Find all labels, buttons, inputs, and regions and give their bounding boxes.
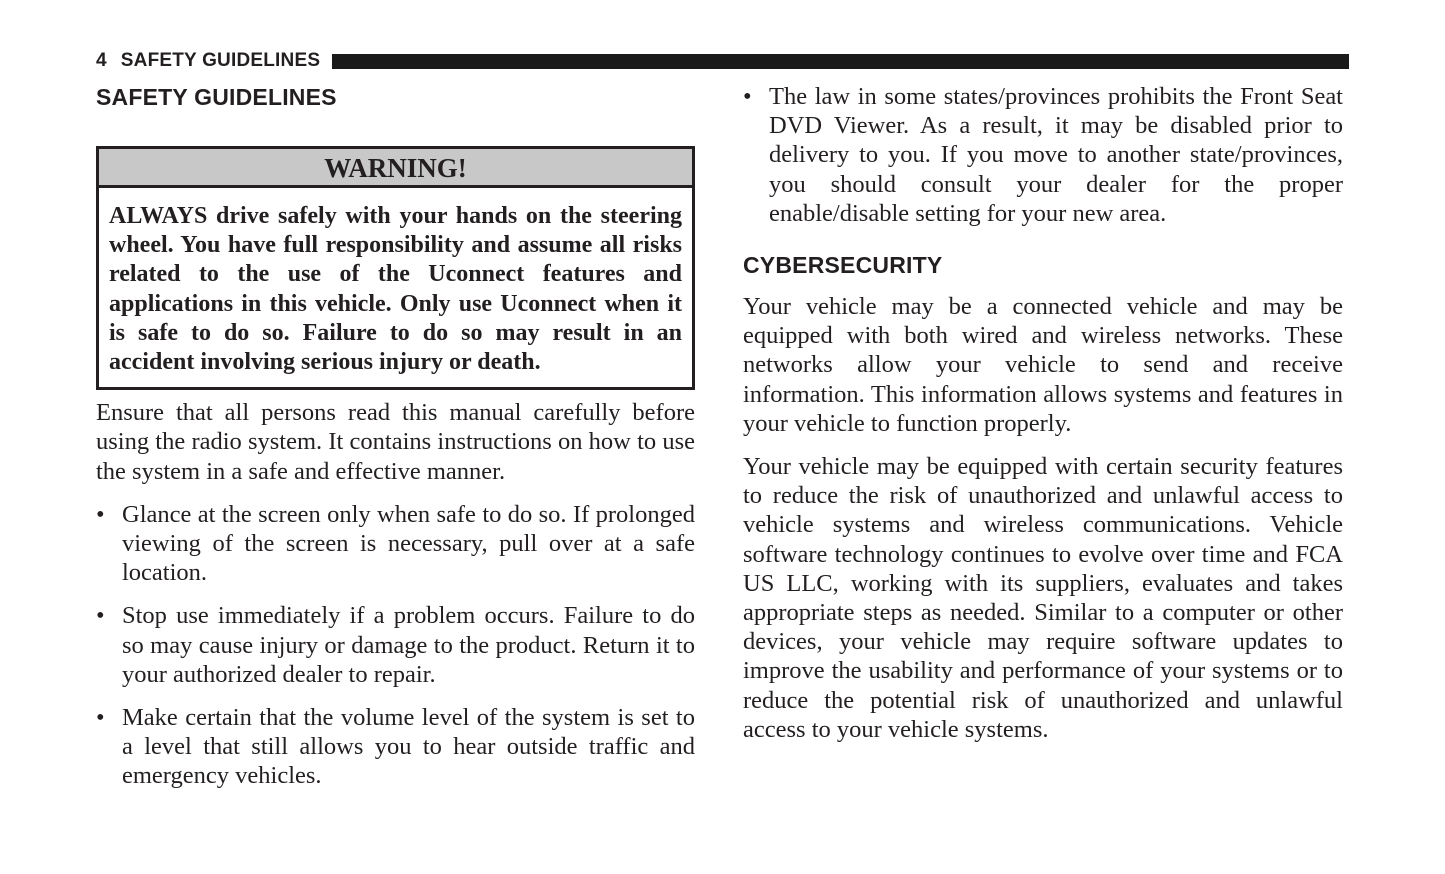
cybersecurity-title: CYBERSECURITY bbox=[743, 252, 943, 279]
left-column bbox=[96, 82, 695, 791]
header-rule bbox=[332, 54, 1349, 69]
warning-heading: WARNING! bbox=[99, 149, 692, 188]
intro-paragraph: Ensure that all persons read this manual carefully before using the radio system. It contains instructions on how to use the system in a safe and effective manner. bbox=[96, 399, 695, 485]
running-section-title: SAFETY GUIDELINES bbox=[120, 50, 321, 71]
list-item bbox=[96, 703, 695, 791]
page-number: 4 bbox=[96, 50, 107, 71]
page-header bbox=[96, 48, 1349, 74]
warning-box bbox=[96, 146, 695, 390]
section-title: SAFETY GUIDELINES bbox=[96, 84, 337, 110]
list-item-text: Stop use immediately if a problem occurs. Failure to do so may cause injury or damage to the product. Return it to your authorized dealer to repair. bbox=[122, 602, 695, 688]
bullet-glyph: • bbox=[96, 500, 105, 528]
dvd-bullet-list bbox=[743, 82, 1343, 228]
list-item-text: The law in some states/provinces prohibits the Front Seat DVD Viewer. As a result, it may be disabled prior to delivery to you. If you move to another state/provinces, you should consult your dealer for the proper enable/disable setting for your new area. bbox=[769, 83, 1343, 227]
warning-text: ALWAYS drive safely with your hands on the steering wheel. You have full responsibility and assume all risks related to the use of the Uconnect features and applications in this vehicle. Only use Uconnect when it is safe to do so. Failure to do so may result in an accident involving serious injury or death. bbox=[109, 203, 682, 376]
cybersecurity-paragraph-2: Your vehicle may be equipped with certain security features to reduce the risk of unauthorized and unlawful access to vehicle systems and wireless communications. Vehicle software technology continues to evolve over time and FCA US LLC, working with its suppliers, evaluates and takes appropriate steps as needed. Similar to a computer or other devices, your vehicle may require software updates to improve the usability and performance of your systems or to reduce the potential risk of unauthorized and unlawful access to your vehicle systems. bbox=[743, 453, 1343, 743]
bullet-glyph: • bbox=[743, 83, 752, 110]
safety-bullet-list bbox=[96, 500, 695, 791]
list-item bbox=[96, 500, 695, 588]
bullet-glyph: • bbox=[96, 704, 105, 732]
list-item bbox=[743, 82, 1343, 228]
list-item-text: Make certain that the volume level of the system is set to a level that still allows you to hear outside traffic and emergency vehicles. bbox=[122, 704, 695, 790]
cybersecurity-paragraph-1: Your vehicle may be a connected vehicle and may be equipped with both wired and wireless networks. These networks allow your vehicle to send and receive information. This information allows systems and features in your vehicle to function properly. bbox=[743, 293, 1343, 437]
bullet-glyph: • bbox=[96, 602, 105, 630]
list-item bbox=[96, 601, 695, 689]
list-item-text: Glance at the screen only when safe to do so. If prolonged viewing of the screen is necessary, pull over at a safe location. bbox=[122, 500, 695, 587]
right-column bbox=[743, 82, 1343, 744]
